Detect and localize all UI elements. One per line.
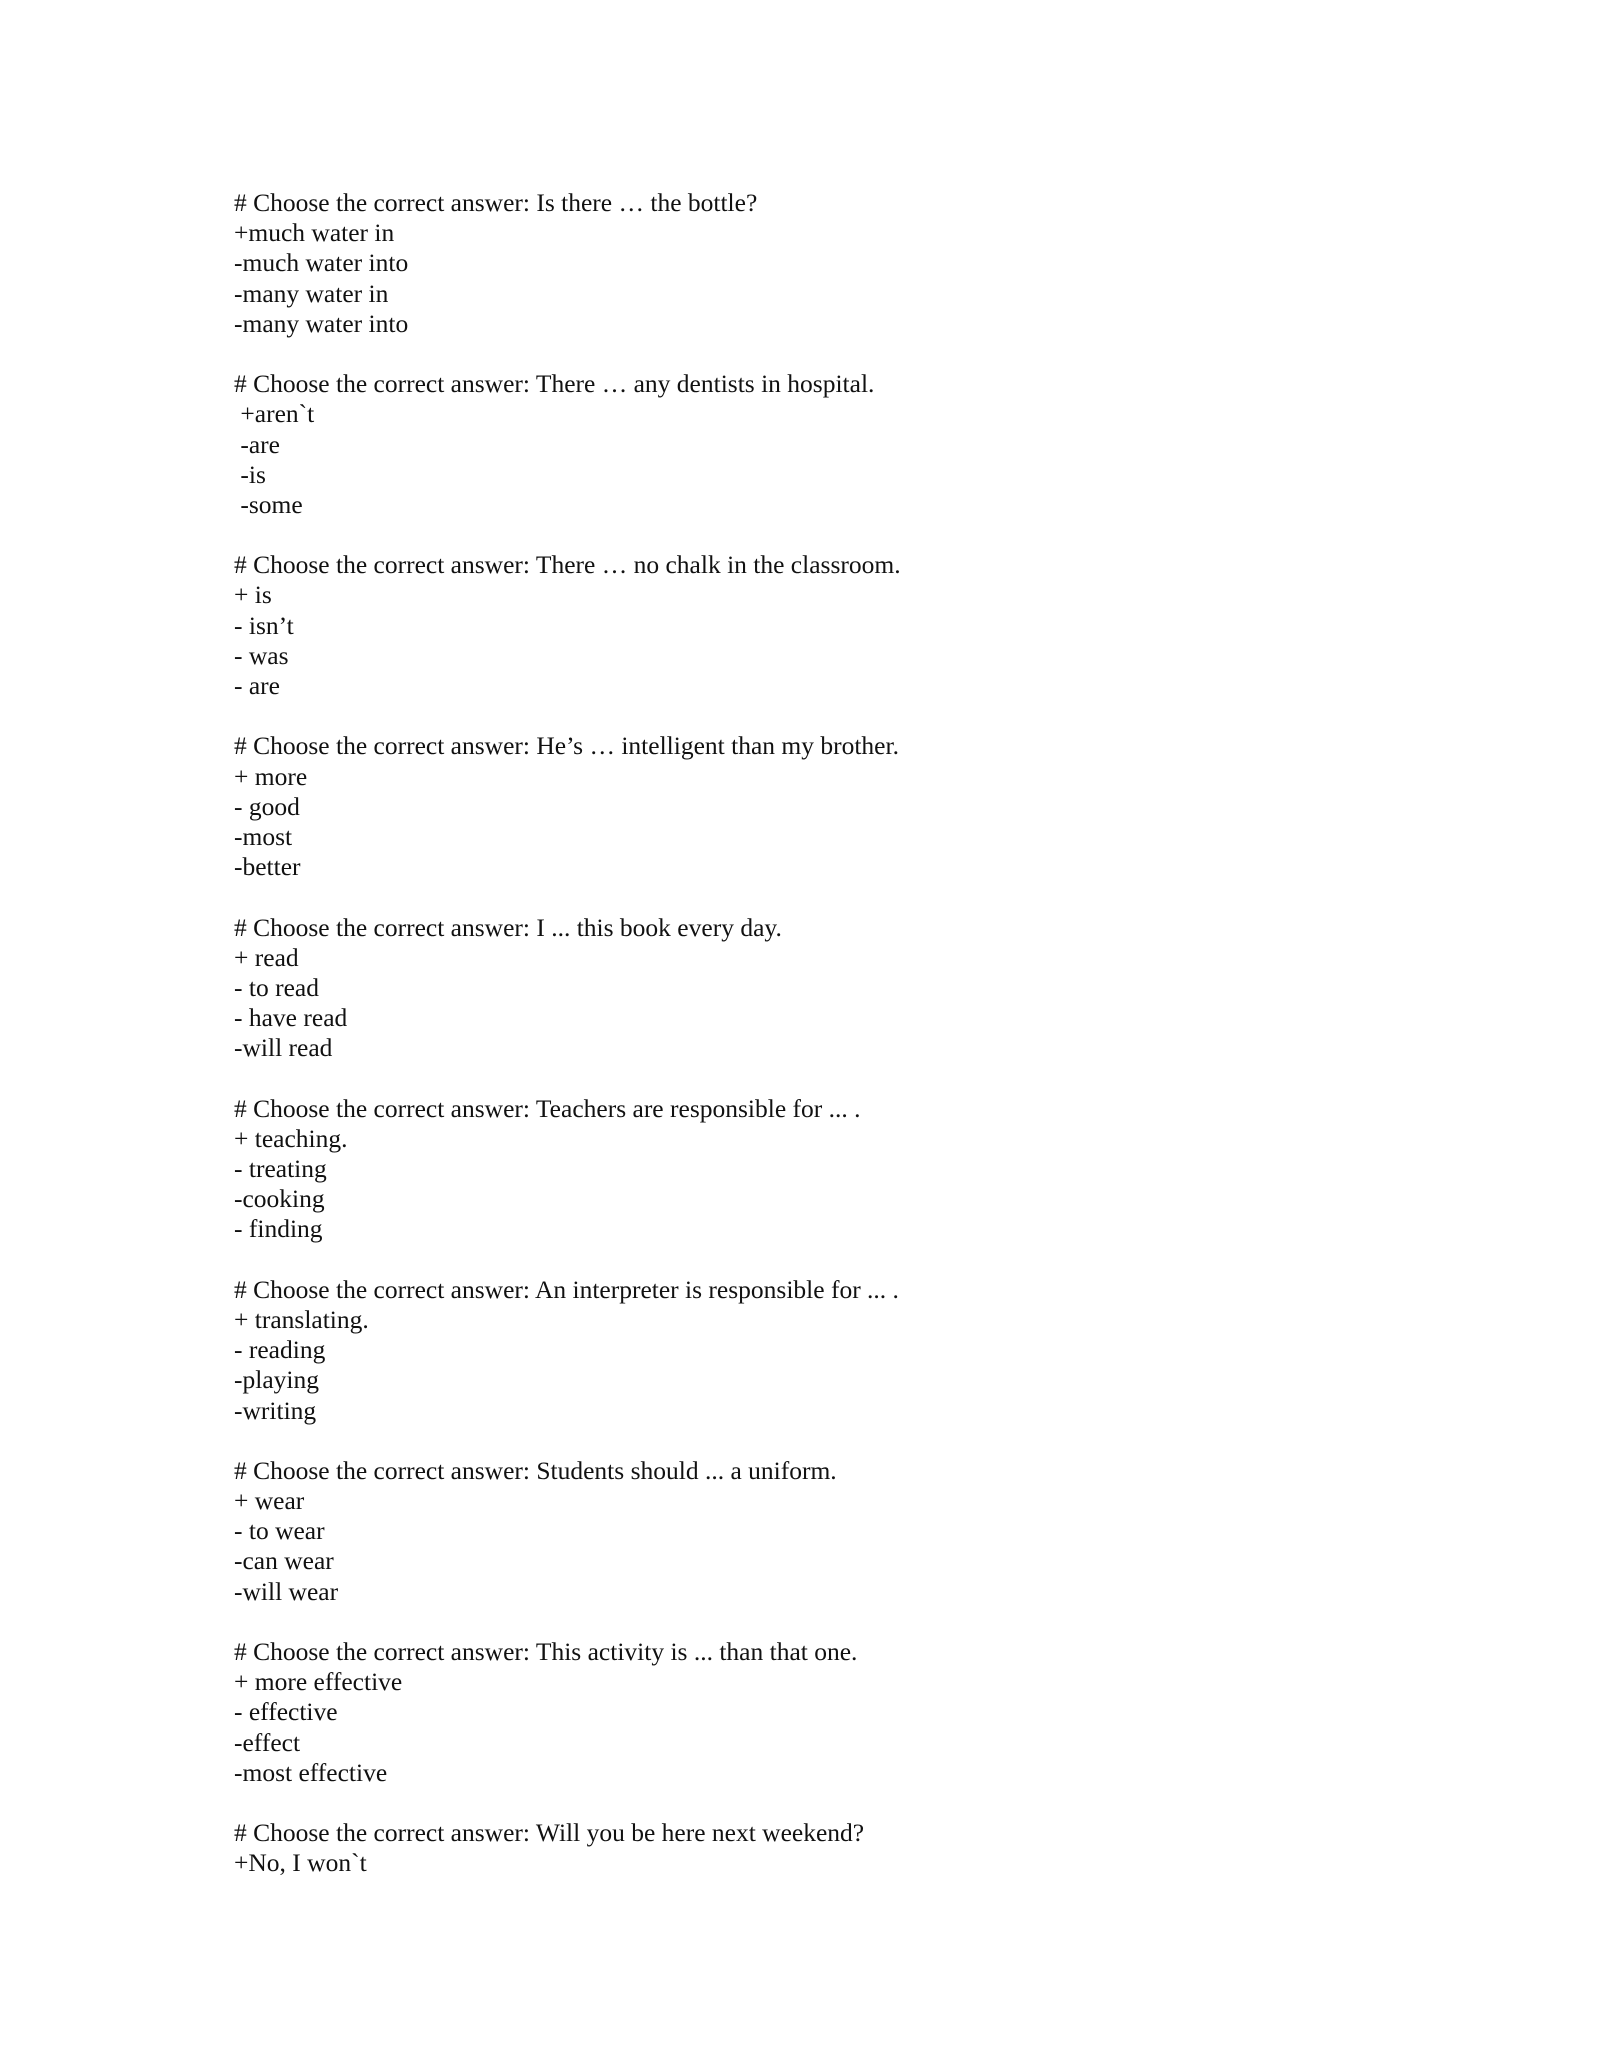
question-prompt: # Choose the correct answer: I ... this book every day. bbox=[234, 912, 782, 942]
answer-option: - are bbox=[234, 671, 280, 700]
answer-option: -most effective bbox=[234, 1757, 388, 1787]
answer-option: - treating bbox=[234, 1154, 327, 1183]
question-block-9 bbox=[234, 1637, 1434, 1788]
question-prompt: # Choose the correct answer: Teachers are responsible for ... . bbox=[234, 1093, 861, 1123]
answer-option: + more effective bbox=[234, 1667, 403, 1697]
answer-option: + teaching. bbox=[234, 1123, 348, 1153]
answer-option: - reading bbox=[234, 1335, 326, 1365]
answer-option: + translating. bbox=[234, 1304, 369, 1334]
question-block-5 bbox=[234, 913, 1434, 1064]
answer-option: + read bbox=[234, 942, 299, 972]
answer-option: + wear bbox=[234, 1486, 305, 1516]
answer-option: -is bbox=[234, 459, 266, 489]
question-block-4 bbox=[234, 731, 1434, 882]
question-prompt: # Choose the correct answer: Will you be here next weekend? bbox=[234, 1818, 865, 1848]
question-prompt: # Choose the correct answer: There … no chalk in the classroom. bbox=[234, 550, 901, 580]
answer-option: -will read bbox=[234, 1033, 333, 1063]
answer-option: - have read bbox=[234, 1003, 348, 1033]
question-block-10 bbox=[234, 1818, 1434, 1878]
question-prompt: # Choose the correct answer: An interpreter is responsible for ... . bbox=[234, 1274, 899, 1304]
document-page bbox=[234, 188, 1434, 1909]
question-block-8 bbox=[234, 1456, 1434, 1607]
question-block-1 bbox=[234, 188, 1434, 339]
answer-option: -will wear bbox=[234, 1576, 339, 1606]
answer-option: + more bbox=[234, 761, 308, 791]
question-prompt: # Choose the correct answer: This activity is ... than that one. bbox=[234, 1637, 858, 1666]
question-prompt: # Choose the correct answer: Is there … the bottle? bbox=[234, 188, 758, 217]
answer-option: +aren`t bbox=[234, 399, 315, 429]
answer-option: -some bbox=[234, 489, 303, 519]
answer-option: - finding bbox=[234, 1214, 323, 1244]
answer-option: - good bbox=[234, 791, 300, 821]
answer-option: + is bbox=[234, 580, 272, 610]
answer-option: +much water in bbox=[234, 218, 395, 248]
question-block-6 bbox=[234, 1094, 1434, 1245]
answer-option: -much water into bbox=[234, 248, 409, 278]
answer-option: -cooking bbox=[234, 1184, 325, 1214]
question-block-3 bbox=[234, 550, 1434, 701]
question-block-2 bbox=[234, 369, 1434, 520]
answer-option: -writing bbox=[234, 1395, 317, 1425]
answer-option: - to wear bbox=[234, 1516, 325, 1546]
answer-option: -can wear bbox=[234, 1546, 334, 1576]
answer-option: - to read bbox=[234, 972, 319, 1002]
answer-option: - effective bbox=[234, 1697, 338, 1727]
answer-option: - was bbox=[234, 640, 289, 670]
answer-option: -many water into bbox=[234, 308, 409, 338]
answer-option: -playing bbox=[234, 1365, 319, 1395]
answer-option: +No, I won`t bbox=[234, 1848, 367, 1878]
answer-option: - isn’t bbox=[234, 610, 294, 640]
question-prompt: # Choose the correct answer: He’s … intelligent than my brother. bbox=[234, 731, 899, 761]
answer-option: -effect bbox=[234, 1727, 301, 1757]
answer-option: -better bbox=[234, 852, 301, 882]
question-prompt: # Choose the correct answer: Students should ... a uniform. bbox=[234, 1455, 837, 1485]
question-block-7 bbox=[234, 1275, 1434, 1426]
answer-option: -are bbox=[234, 429, 280, 459]
answer-option: -many water in bbox=[234, 278, 389, 308]
answer-option: -most bbox=[234, 821, 293, 851]
question-prompt: # Choose the correct answer: There … any dentists in hospital. bbox=[234, 369, 875, 399]
